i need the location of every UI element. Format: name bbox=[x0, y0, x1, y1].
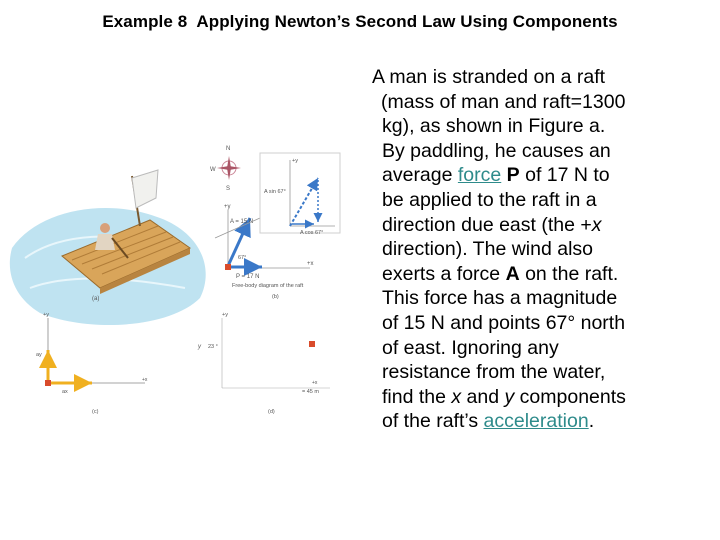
compass-rose bbox=[210, 146, 241, 192]
fbd-force-p: P = 17 N bbox=[236, 274, 260, 280]
components-a-sin: A sin 67° bbox=[264, 189, 286, 195]
problem-line-9: exerts a force A on the raft. bbox=[382, 262, 619, 285]
accel-part: (c) bbox=[92, 409, 99, 415]
problem-line-10: This force has a magnitude bbox=[382, 287, 618, 310]
disp-theta: 23 ° bbox=[208, 344, 218, 350]
acceleration-link[interactable]: acceleration bbox=[483, 410, 589, 433]
compass-north: N bbox=[226, 146, 231, 152]
example-number: Example 8 bbox=[102, 12, 188, 31]
problem-line-8: direction). The wind also bbox=[382, 238, 593, 261]
position-marker bbox=[309, 341, 315, 347]
accel-plus-x: +x bbox=[142, 377, 148, 383]
problem-line-1: A man is stranded on a raft bbox=[372, 66, 606, 88]
problem-line-5: average force P of 17 N to bbox=[382, 164, 610, 187]
problem-text bbox=[372, 65, 702, 434]
displacement-axes bbox=[197, 312, 330, 415]
problem-line-7: direction due east (the +x bbox=[382, 213, 602, 236]
fbd-plus-x: +x bbox=[307, 261, 314, 267]
accel-plus-y: +y bbox=[43, 312, 49, 318]
problem-line-6: be applied to the raft in a bbox=[382, 188, 597, 211]
compass-south: S bbox=[226, 186, 231, 192]
disp-ax-value: = 45 m bbox=[302, 389, 319, 395]
disp-part: (d) bbox=[268, 409, 275, 415]
fbd-angle: 67° bbox=[238, 255, 247, 261]
problem-line-12: of east. Ignoring any bbox=[382, 336, 559, 359]
force-a-symbol: A bbox=[505, 262, 520, 285]
components-a-cos: A cos 67° bbox=[300, 230, 324, 236]
compass-west: W bbox=[210, 167, 216, 173]
slide-title bbox=[0, 12, 720, 32]
accel-ay: ay bbox=[36, 352, 42, 358]
fbd-part-b: (b) bbox=[272, 294, 279, 300]
disp-plus-y: +y bbox=[222, 312, 228, 318]
part-a-label: (a) bbox=[92, 296, 100, 302]
problem-line-13: resistance from the water, bbox=[382, 361, 606, 384]
force-p-symbol: P bbox=[506, 164, 520, 187]
accel-ax: ax bbox=[62, 389, 68, 395]
disp-plus-x: +x bbox=[312, 380, 318, 386]
component-panel bbox=[260, 153, 340, 236]
fbd-caption: Free-body diagram of the raft bbox=[232, 283, 304, 289]
force-link[interactable]: force bbox=[457, 164, 502, 187]
problem-line-11: of 15 N and points 67° north bbox=[382, 311, 626, 334]
raft-point bbox=[225, 264, 231, 270]
problem-line-4: By paddling, he causes an bbox=[382, 139, 611, 162]
svg-text:y: y bbox=[198, 344, 201, 350]
raft-scene bbox=[10, 170, 206, 325]
example-heading: Applying Newton’s Second Law Using Components bbox=[196, 12, 618, 31]
problem-line-14: find the x and y components bbox=[382, 385, 626, 408]
problem-line-3: kg), as shown in Figure a. bbox=[382, 115, 606, 138]
problem-line-15: of the raft’s acceleration. bbox=[382, 410, 595, 433]
fbd-plus-y: +y bbox=[224, 204, 231, 210]
raft-figure bbox=[0, 138, 360, 438]
problem-line-2: (mass of man and raft=1300 bbox=[381, 90, 626, 113]
fbd-force-a: A = 15 N bbox=[230, 219, 254, 225]
components-plus-y: +y bbox=[292, 158, 298, 164]
acceleration-axes bbox=[36, 312, 148, 415]
